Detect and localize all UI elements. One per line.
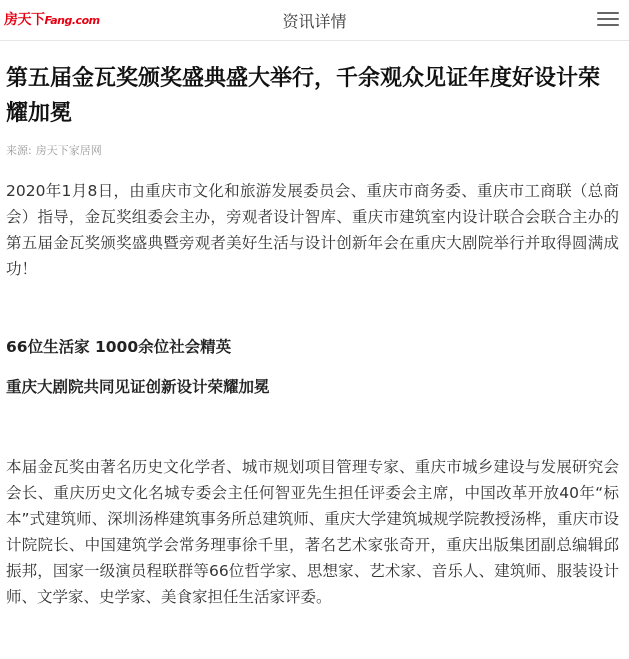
article-paragraph-1: 2020年1月8日，由重庆市文化和旅游发展委员会、重庆市商务委、重庆市工商联（总商会）指导，金瓦奖组委会主办，旁观者设计智库、重庆市建筑室内设计联合会联合主办的第五届金瓦奖颁奖盛典暨旁观者美好生活与设计创新年会在重庆大剧院举行并取得圆满成功！	[6, 182, 619, 278]
page-title: 资讯详情	[282, 12, 347, 31]
article-title: 第五届金瓦奖颁奖盛典盛大举行，千余观众见证年度好设计荣耀加冕	[6, 66, 601, 126]
article-subtitle-1: 66位生活家 1000余位社会精英	[6, 338, 232, 356]
article-source	[6, 142, 623, 158]
logo-cn-text: 房天下	[4, 12, 45, 28]
source-label: 来源:	[6, 144, 32, 157]
top-header	[0, 0, 629, 41]
article-subtitle-2: 重庆大剧院共同见证创新设计荣耀加冕	[6, 378, 270, 396]
source-name[interactable]: 房天下家居网	[35, 144, 102, 157]
logo-en-text: Fang.com	[44, 14, 100, 27]
hamburger-menu-icon[interactable]	[597, 8, 619, 30]
article-paragraph-2: 本届金瓦奖由著名历史文化学者、城市规划项目管理专家、重庆市城乡建设与发展研究会会长、重庆历史文化名城专委会主任何智亚先生担任评委会主席，中国改革开放40年“标本”式建筑师、深圳汤桦建筑事务所总建筑师、重庆大学建筑城规学院教授汤桦，重庆市设计院院长、中国建筑学会常务理事徐千里，著名艺术家张奇开，重庆出版集团副总编辑邱振邦，国家一级演员程联群等66位哲学家、思想家、艺术家、音乐人、建筑师、服装设计师、文学家、史学家、美食家担任生活家评委。	[6, 458, 619, 606]
